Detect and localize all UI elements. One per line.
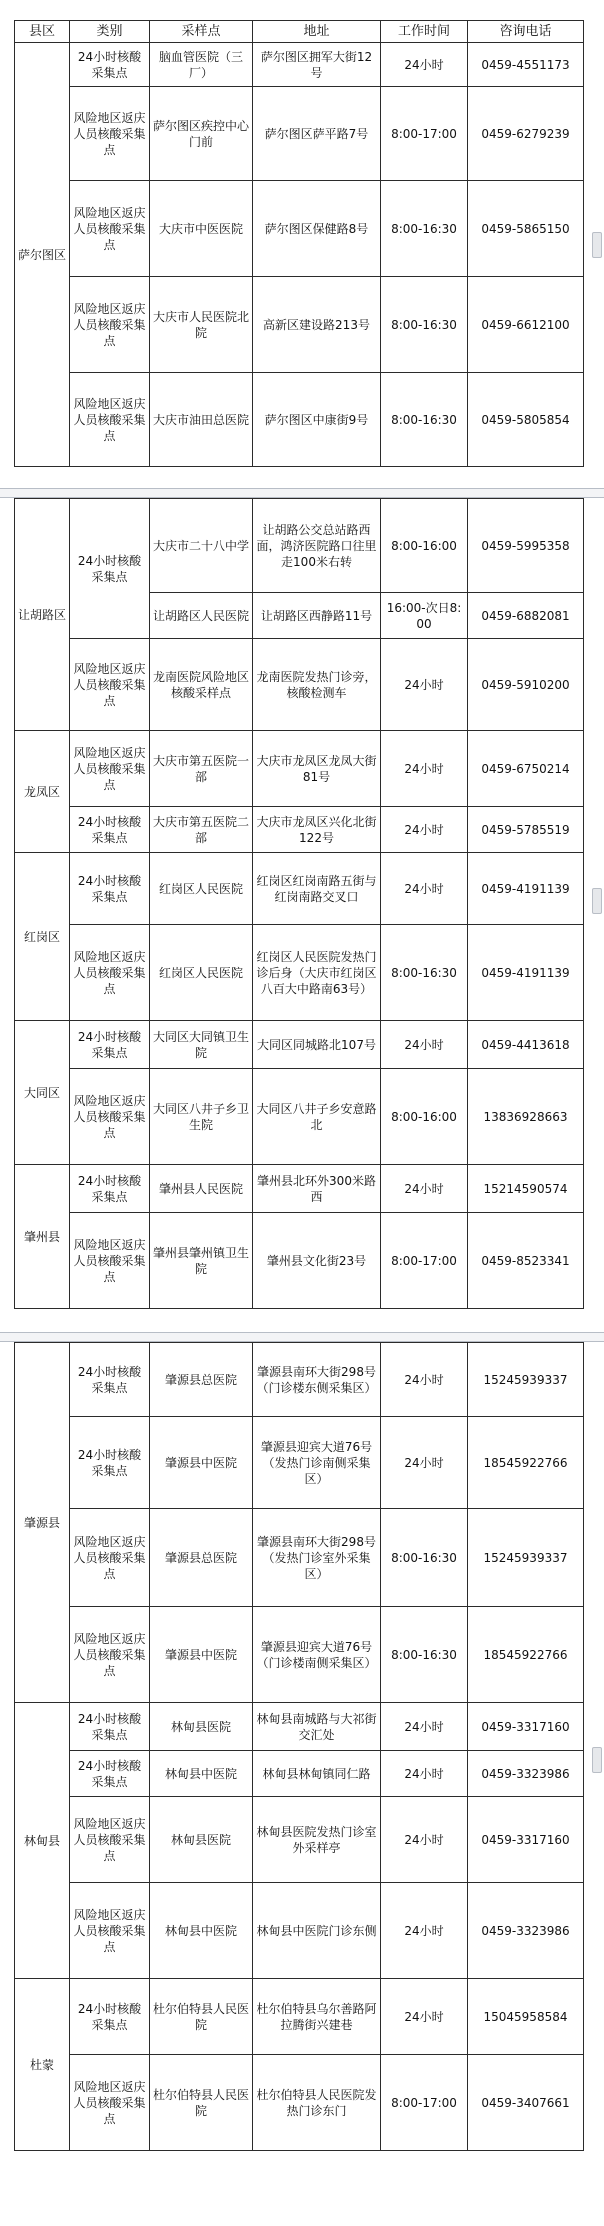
hours-cell: 24小时: [381, 1883, 468, 1979]
category-cell: 风险地区返庆人员核酸采集点: [70, 181, 150, 277]
table-row: [15, 1509, 584, 1607]
header-address: 地址: [253, 21, 381, 43]
header-county: 县区: [15, 21, 70, 43]
table-row: [15, 2055, 584, 2151]
address-cell: 林甸县医院发热门诊室外采样亭: [253, 1797, 381, 1883]
address-cell: 林甸县南城路与大祁街交汇处: [253, 1703, 381, 1751]
site-cell: 大庆市二十八中学: [150, 499, 253, 593]
table-row: [15, 1797, 584, 1883]
address-cell: 让胡路公交总站路西面，鸿济医院路口往里走100米右转: [253, 499, 381, 593]
county-cell: 肇源县: [15, 1343, 70, 1703]
table-row: [15, 1883, 584, 1979]
category-cell: 24小时核酸采集点: [70, 1021, 150, 1069]
category-cell: 风险地区返庆人员核酸采集点: [70, 1797, 150, 1883]
address-cell: 龙南医院发热门诊旁，核酸检测车: [253, 639, 381, 731]
page-3: [0, 1342, 604, 2226]
category-cell: 24小时核酸采集点: [70, 807, 150, 853]
phone-cell: 0459-5865150: [468, 181, 584, 277]
category-cell: 风险地区返庆人员核酸采集点: [70, 731, 150, 807]
table-row: [15, 1607, 584, 1703]
phone-cell: 0459-8523341: [468, 1213, 584, 1309]
table-row: [15, 925, 584, 1021]
hours-cell: 8:00-16:30: [381, 1509, 468, 1607]
table-row: [15, 731, 584, 807]
phone-cell: 18545922766: [468, 1417, 584, 1509]
address-cell: 肇州县北环外300米路西: [253, 1165, 381, 1213]
phone-cell: 0459-6750214: [468, 731, 584, 807]
county-cell: 肇州县: [15, 1165, 70, 1309]
phone-cell: 13836928663: [468, 1069, 584, 1165]
table-row: [15, 1213, 584, 1309]
hours-cell: 24小时: [381, 807, 468, 853]
phone-cell: 0459-3323986: [468, 1751, 584, 1797]
table-row: [15, 1979, 584, 2055]
table-row: [15, 1021, 584, 1069]
address-cell: 红岗区人民医院发热门诊后身（大庆市红岗区八百大中路南63号）: [253, 925, 381, 1021]
site-cell: 大庆市中医医院: [150, 181, 253, 277]
site-cell: 肇源县总医院: [150, 1509, 253, 1607]
table-row: [15, 1069, 584, 1165]
site-cell: 大同区大同镇卫生院: [150, 1021, 253, 1069]
county-cell: 让胡路区: [15, 499, 70, 731]
phone-cell: 0459-6882081: [468, 593, 584, 639]
address-cell: 大庆市龙凤区兴化北街122号: [253, 807, 381, 853]
header-site: 采样点: [150, 21, 253, 43]
site-cell: 大庆市油田总医院: [150, 373, 253, 467]
site-cell: 肇源县中医院: [150, 1607, 253, 1703]
county-cell: 大同区: [15, 1021, 70, 1165]
category-cell: 24小时核酸采集点: [70, 499, 150, 639]
phone-cell: 0459-5805854: [468, 373, 584, 467]
hours-cell: 24小时: [381, 1343, 468, 1417]
table-row: [15, 499, 584, 593]
site-cell: 红岗区人民医院: [150, 925, 253, 1021]
address-cell: 肇州县文化街23号: [253, 1213, 381, 1309]
hours-cell: 24小时: [381, 1751, 468, 1797]
hours-cell: 8:00-16:30: [381, 373, 468, 467]
phone-cell: 0459-5910200: [468, 639, 584, 731]
hours-cell: 16:00-次日8:00: [381, 593, 468, 639]
county-cell: 杜蒙: [15, 1979, 70, 2151]
hours-cell: 8:00-16:30: [381, 925, 468, 1021]
address-cell: 大同区八井子乡安意路北: [253, 1069, 381, 1165]
site-cell: 杜尔伯特县人民医院: [150, 1979, 253, 2055]
address-cell: 肇源县南环大街298号（发热门诊室外采集区）: [253, 1509, 381, 1607]
phone-cell: 0459-3323986: [468, 1883, 584, 1979]
site-cell: 脑血管医院（三厂）: [150, 43, 253, 87]
header-category: 类别: [70, 21, 150, 43]
table-row: [15, 43, 584, 87]
category-cell: 风险地区返庆人员核酸采集点: [70, 1213, 150, 1309]
category-cell: 24小时核酸采集点: [70, 1751, 150, 1797]
table-row: [15, 181, 584, 277]
header-phone: 咨询电话: [468, 21, 584, 43]
phone-cell: 15245939337: [468, 1343, 584, 1417]
category-cell: 风险地区返庆人员核酸采集点: [70, 373, 150, 467]
table-row: [15, 87, 584, 181]
hours-cell: 24小时: [381, 1021, 468, 1069]
hours-cell: 24小时: [381, 731, 468, 807]
table-row: [15, 807, 584, 853]
hours-cell: 24小时: [381, 1979, 468, 2055]
category-cell: 风险地区返庆人员核酸采集点: [70, 1069, 150, 1165]
phone-cell: 0459-3317160: [468, 1703, 584, 1751]
hours-cell: 8:00-17:00: [381, 1213, 468, 1309]
phone-cell: 0459-6279239: [468, 87, 584, 181]
address-cell: 萨尔图区保健路8号: [253, 181, 381, 277]
site-cell: 林甸县中医院: [150, 1751, 253, 1797]
address-cell: 肇源县迎宾大道76号（发热门诊南侧采集区）: [253, 1417, 381, 1509]
site-cell: 红岗区人民医院: [150, 853, 253, 925]
address-cell: 肇源县迎宾大道76号（门诊楼南侧采集区）: [253, 1607, 381, 1703]
address-cell: 杜尔伯特县人民医院发热门诊东门: [253, 2055, 381, 2151]
phone-cell: 15045958584: [468, 1979, 584, 2055]
address-cell: 红岗区红岗南路五街与红岗南路交叉口: [253, 853, 381, 925]
site-cell: 大庆市第五医院一部: [150, 731, 253, 807]
county-cell: 萨尔图区: [15, 43, 70, 467]
category-cell: 风险地区返庆人员核酸采集点: [70, 87, 150, 181]
hours-cell: 8:00-16:00: [381, 1069, 468, 1165]
site-cell: 林甸县医院: [150, 1703, 253, 1751]
category-cell: 风险地区返庆人员核酸采集点: [70, 277, 150, 373]
sampling-sites-table-page-2: [14, 498, 584, 1309]
hours-cell: 8:00-16:30: [381, 277, 468, 373]
phone-cell: 0459-4551173: [468, 43, 584, 87]
hours-cell: 24小时: [381, 853, 468, 925]
category-cell: 风险地区返庆人员核酸采集点: [70, 1883, 150, 1979]
address-cell: 大庆市龙凤区龙凤大街81号: [253, 731, 381, 807]
category-cell: 24小时核酸采集点: [70, 853, 150, 925]
category-cell: 风险地区返庆人员核酸采集点: [70, 2055, 150, 2151]
category-cell: 24小时核酸采集点: [70, 1343, 150, 1417]
address-cell: 萨尔图区中康街9号: [253, 373, 381, 467]
address-cell: 林甸县林甸镇同仁路: [253, 1751, 381, 1797]
county-cell: 林甸县: [15, 1703, 70, 1979]
county-cell: 龙凤区: [15, 731, 70, 853]
sampling-sites-table-page-1: [14, 20, 584, 467]
address-cell: 让胡路区西静路11号: [253, 593, 381, 639]
site-cell: 林甸县医院: [150, 1797, 253, 1883]
page-break: [0, 488, 604, 498]
address-cell: 萨尔图区萨平路7号: [253, 87, 381, 181]
table-row: [15, 1417, 584, 1509]
category-cell: 风险地区返庆人员核酸采集点: [70, 925, 150, 1021]
page-2: [0, 498, 604, 1332]
table-row: [15, 853, 584, 925]
sampling-sites-table-page-3: [14, 1342, 584, 2151]
hours-cell: 24小时: [381, 639, 468, 731]
resize-handle-icon[interactable]: [592, 888, 602, 914]
phone-cell: 0459-4191139: [468, 925, 584, 1021]
phone-cell: 0459-4191139: [468, 853, 584, 925]
hours-cell: 8:00-16:30: [381, 1607, 468, 1703]
phone-cell: 0459-3407661: [468, 2055, 584, 2151]
table-row: [15, 277, 584, 373]
site-cell: 林甸县中医院: [150, 1883, 253, 1979]
category-cell: 风险地区返庆人员核酸采集点: [70, 639, 150, 731]
site-cell: 大同区八井子乡卫生院: [150, 1069, 253, 1165]
site-cell: 肇州县肇州镇卫生院: [150, 1213, 253, 1309]
site-cell: 肇州县人民医院: [150, 1165, 253, 1213]
hours-cell: 8:00-17:00: [381, 2055, 468, 2151]
hours-cell: 24小时: [381, 1797, 468, 1883]
table-row: [15, 1703, 584, 1751]
hours-cell: 8:00-17:00: [381, 87, 468, 181]
site-cell: 大庆市第五医院二部: [150, 807, 253, 853]
address-cell: 萨尔图区拥军大街12号: [253, 43, 381, 87]
address-cell: 高新区建设路213号: [253, 277, 381, 373]
hours-cell: 24小时: [381, 43, 468, 87]
phone-cell: 0459-4413618: [468, 1021, 584, 1069]
site-cell: 让胡路区人民医院: [150, 593, 253, 639]
phone-cell: 0459-3317160: [468, 1797, 584, 1883]
category-cell: 24小时核酸采集点: [70, 1165, 150, 1213]
address-cell: 林甸县中医院门诊东侧: [253, 1883, 381, 1979]
phone-cell: 0459-5785519: [468, 807, 584, 853]
site-cell: 萨尔图区疾控中心门前: [150, 87, 253, 181]
category-cell: 24小时核酸采集点: [70, 43, 150, 87]
phone-cell: 15245939337: [468, 1509, 584, 1607]
site-cell: 肇源县总医院: [150, 1343, 253, 1417]
category-cell: 24小时核酸采集点: [70, 1417, 150, 1509]
hours-cell: 24小时: [381, 1165, 468, 1213]
table-row: [15, 639, 584, 731]
site-cell: 龙南医院风险地区核酸采样点: [150, 639, 253, 731]
site-cell: 杜尔伯特县人民医院: [150, 2055, 253, 2151]
phone-cell: 18545922766: [468, 1607, 584, 1703]
page-1: [0, 0, 604, 488]
table-row: [15, 373, 584, 467]
table-row: [15, 1343, 584, 1417]
site-cell: 肇源县中医院: [150, 1417, 253, 1509]
table-row: [15, 1751, 584, 1797]
resize-handle-icon[interactable]: [592, 1747, 602, 1773]
address-cell: 肇源县南环大街298号（门诊楼东侧采集区）: [253, 1343, 381, 1417]
category-cell: 24小时核酸采集点: [70, 1703, 150, 1751]
hours-cell: 24小时: [381, 1417, 468, 1509]
hours-cell: 8:00-16:00: [381, 499, 468, 593]
address-cell: 大同区同城路北107号: [253, 1021, 381, 1069]
hours-cell: 8:00-16:30: [381, 181, 468, 277]
category-cell: 风险地区返庆人员核酸采集点: [70, 1607, 150, 1703]
phone-cell: 0459-6612100: [468, 277, 584, 373]
phone-cell: 15214590574: [468, 1165, 584, 1213]
category-cell: 风险地区返庆人员核酸采集点: [70, 1509, 150, 1607]
header-hours: 工作时间: [381, 21, 468, 43]
table-header-row: [15, 21, 584, 43]
site-cell: 大庆市人民医院北院: [150, 277, 253, 373]
address-cell: 杜尔伯特县乌尔善路阿拉腾街兴建巷: [253, 1979, 381, 2055]
county-cell: 红岗区: [15, 853, 70, 1021]
hours-cell: 24小时: [381, 1703, 468, 1751]
page-break: [0, 1332, 604, 1342]
category-cell: 24小时核酸采集点: [70, 1979, 150, 2055]
resize-handle-icon[interactable]: [592, 232, 602, 258]
table-row: [15, 1165, 584, 1213]
phone-cell: 0459-5995358: [468, 499, 584, 593]
